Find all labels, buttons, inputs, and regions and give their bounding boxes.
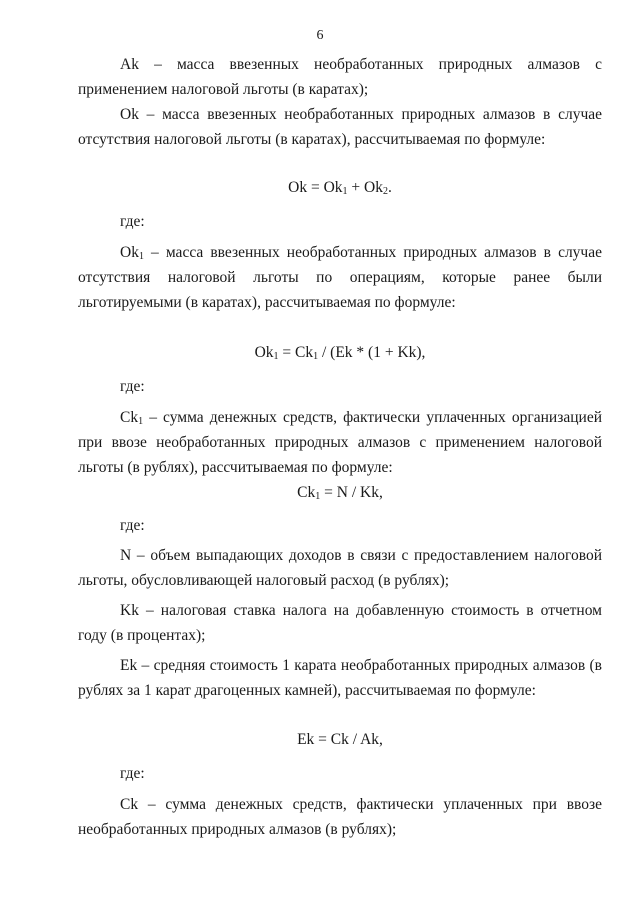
where-label: где: (120, 213, 145, 230)
paragraph-ok1-definition: $Ok_1$ – масса ввезенных необработанных природных алмазов в случае отсутствия налоговой льготы по операциям, которые ранее были льготируемыми (в каратах), рассчитываемая по формуле: (78, 244, 602, 311)
document-body (78, 52, 602, 842)
paragraph-ck1-definition: $Ck_1$ – сумма денежных средств, фактически уплаченных организацией при ввозе необработанных природных алмазов с применением налоговой льготы (в рублях), рассчитываемая по формуле: (78, 409, 602, 476)
where-label: где: (120, 517, 145, 534)
page-number: 6 (316, 28, 324, 43)
where-label: где: (120, 765, 145, 782)
where-label: где: (120, 378, 145, 395)
paragraph-ak-definition: Ak – масса ввезенных необработанных природных алмазов с применением налоговой льготы (в каратах); (78, 56, 602, 98)
paragraph-ek-definition: Ek – средняя стоимость 1 карата необработанных природных алмазов (в рублях за 1 карат драгоценных камней), рассчитываемая по формуле: (78, 657, 602, 699)
paragraph-ok-definition: Ok – масса ввезенных необработанных природных алмазов в случае отсутствия налоговой льготы (в каратах), рассчитываемая по формуле: (78, 106, 602, 148)
paragraph-n-definition: N – объем выпадающих доходов в связи с предоставлением налоговой льготы, обусловливающей налоговый расход (в рублях); (78, 547, 602, 589)
formula-ok1: $Ok_1 = Ck_1 / (Ek * (1 + Kk)$, (254, 344, 426, 362)
formula-ck1: $Ck_1 = N / Kk$, (297, 484, 383, 502)
paragraph-kk-definition: Kk – налоговая ставка налога на добавленную стоимость в отчетном году (в процентах); (78, 602, 602, 644)
formula-ok: $Ok = Ok_1 + Ok_2$. (288, 179, 392, 197)
formula-ek: Ek = Ck / Ak, (297, 731, 383, 748)
paragraph-ck-definition: Ck – сумма денежных средств, фактически уплаченных при ввозе необработанных природных алмазов (в рублях); (78, 796, 602, 838)
